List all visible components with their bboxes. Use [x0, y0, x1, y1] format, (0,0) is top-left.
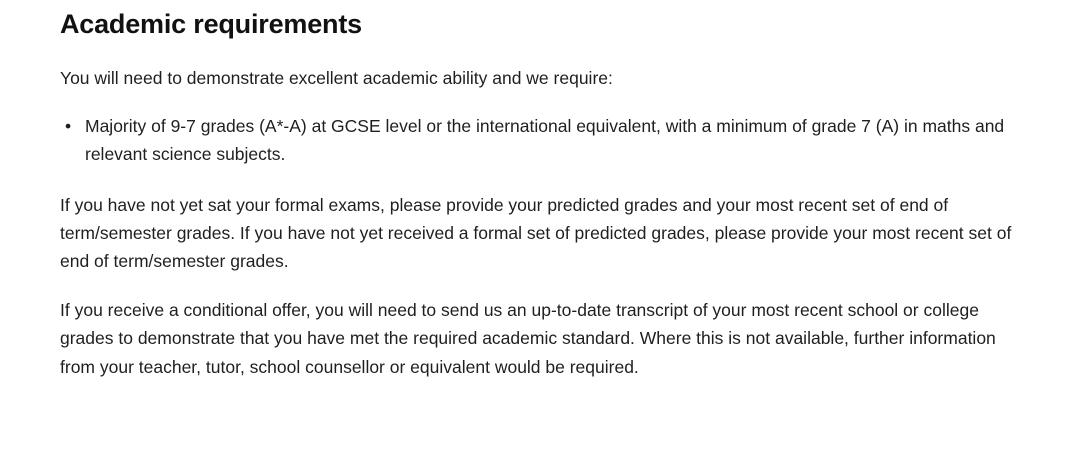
conditional-offer-paragraph: If you receive a conditional offer, you will need to send us an up-to-date transcript of your most recent school or college grades to demonstrate that you have met the required academic standard. Where this is not available, further information from your teacher, tutor, school counsellor or equivalent would be required.: [60, 299, 996, 377]
intro-paragraph: You will need to demonstrate excellent academic ability and we require:: [60, 67, 613, 88]
predicted-grades-paragraph: If you have not yet sat your formal exams, please provide your predicted grades and your most recent set of end of term/semester grades. If you have not yet received a formal set of predicted grades, please provide your most recent set of end of term/semester grades.: [60, 194, 1012, 272]
list-item: [60, 112, 1022, 169]
page-title: Academic requirements: [60, 9, 362, 39]
list-item-text: Majority of 9-7 grades (A*-A) at GCSE level or the international equivalent, with a minimum of grade 7 (A) in maths and relevant science subjects.: [85, 116, 1005, 165]
bullet-icon: •: [65, 116, 72, 137]
requirements-list: [60, 112, 1022, 169]
